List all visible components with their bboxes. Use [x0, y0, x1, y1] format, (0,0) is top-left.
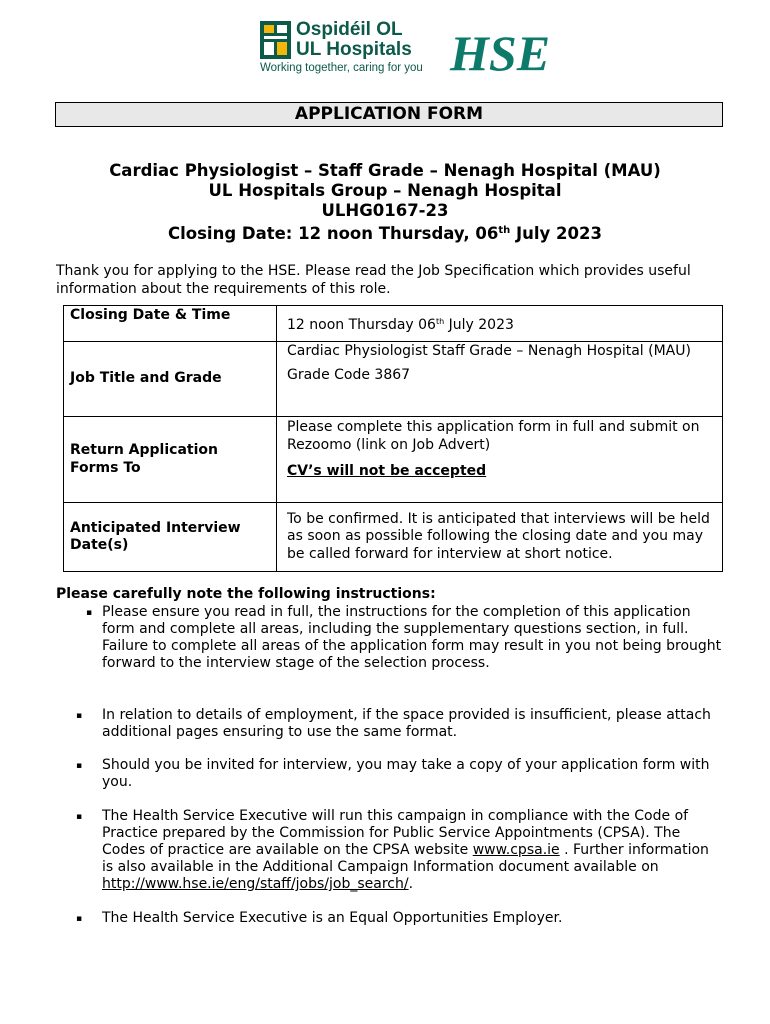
- table-row: [64, 503, 723, 572]
- instruction-1: Please ensure you read in full, the instructions for the completion of this application form and complete all areas, including the supplementary questions section, in full. Failure to complete all areas of the application form may result in you not being brought forward to the interview stage of the selection process.: [102, 604, 722, 671]
- table-row: [64, 342, 723, 417]
- hse-logo-icon: [448, 22, 551, 81]
- closing-value: [277, 306, 723, 342]
- hse-jobs-link[interactable]: http://www.hse.ie/eng/staff/jobs/job_search/: [102, 876, 409, 892]
- bullet-marker: ▪: [76, 711, 83, 721]
- logo-line-1: Ospidéil OL: [296, 19, 403, 40]
- logo-line-2: UL Hospitals: [296, 39, 412, 60]
- return-value: [277, 417, 723, 503]
- closing-heading-sup: th: [498, 225, 511, 236]
- bullet-marker: ▪: [86, 608, 93, 618]
- ul-hospitals-logo-text: [296, 20, 412, 60]
- reference-heading: ULHG0167-23: [321, 201, 449, 220]
- return-label: Return Application Forms To: [64, 417, 277, 503]
- cv-note: CV’s will not be accepted: [287, 463, 487, 479]
- table-row: [64, 306, 723, 342]
- job-value: [277, 342, 723, 417]
- closing-heading-month: July 2023: [510, 224, 602, 243]
- interview-value: To be confirmed. It is anticipated that interviews will be held as soon as possible following the closing date and you may be called forward for interview at short notice.: [277, 503, 723, 572]
- closing-label: Closing Date & Time: [64, 306, 277, 342]
- closing-date-heading: [0, 221, 770, 244]
- closing-value-sup: th: [435, 316, 445, 326]
- instruction-3: Should you be invited for interview, you may take a copy of your application form with you.: [102, 757, 710, 790]
- logo-tagline: Working together, caring for you: [260, 62, 423, 74]
- hse-logo-text: HSE: [450, 25, 551, 81]
- cpsa-link[interactable]: www.cpsa.ie: [472, 842, 560, 858]
- bullet-marker: ▪: [76, 914, 83, 924]
- ul-hospitals-logo-mark: [260, 21, 291, 59]
- grade-code: Grade Code 3867: [287, 366, 411, 383]
- info-table: [63, 305, 723, 572]
- instruction-4-text-end: .: [408, 876, 414, 892]
- instruction-4-text-mid: . Further information is also available in the Additional Campaign Information document available on: [102, 842, 709, 875]
- instruction-2: In relation to details of employment, if the space provided is insufficient, please attach additional pages ensuring to use the same format.: [102, 707, 711, 740]
- instruction-4: [102, 808, 722, 893]
- instructions-title: Please carefully note the following instructions:: [56, 586, 436, 602]
- bullet-marker: ▪: [76, 812, 83, 822]
- instruction-4-text: The Health Service Executive will run this campaign in compliance with the Code of Practice prepared by the Commission for Public Service Appointments (CPSA). The Codes of practice are available on the CPSA website: [102, 808, 689, 858]
- table-row: [64, 417, 723, 503]
- closing-heading-main: Closing Date: 12 noon Thursday, 06: [168, 224, 499, 243]
- closing-value-main: 12 noon Thursday 06: [287, 316, 436, 333]
- group-heading: UL Hospitals Group – Nenagh Hospital: [208, 181, 562, 200]
- intro-paragraph: Thank you for applying to the HSE. Please read the Job Specification which provides useful information about the requirements of this role.: [56, 263, 691, 297]
- return-value-text: Please complete this application form in full and submit on Rezoomo (link on Job Advert): [287, 419, 700, 453]
- job-title-heading: Cardiac Physiologist – Staff Grade – Nenagh Hospital (MAU): [109, 161, 661, 180]
- bullet-marker: ▪: [76, 761, 83, 771]
- interview-label: Anticipated Interview Date(s): [64, 503, 277, 572]
- job-value-text: Cardiac Physiologist Staff Grade – Nenagh Hospital (MAU): [287, 343, 691, 359]
- form-title: APPLICATION FORM: [55, 102, 723, 127]
- job-label: Job Title and Grade: [64, 342, 277, 417]
- hse-logo: [448, 22, 551, 81]
- instruction-5: The Health Service Executive is an Equal Opportunities Employer.: [102, 910, 563, 926]
- closing-value-month: July 2023: [444, 316, 514, 333]
